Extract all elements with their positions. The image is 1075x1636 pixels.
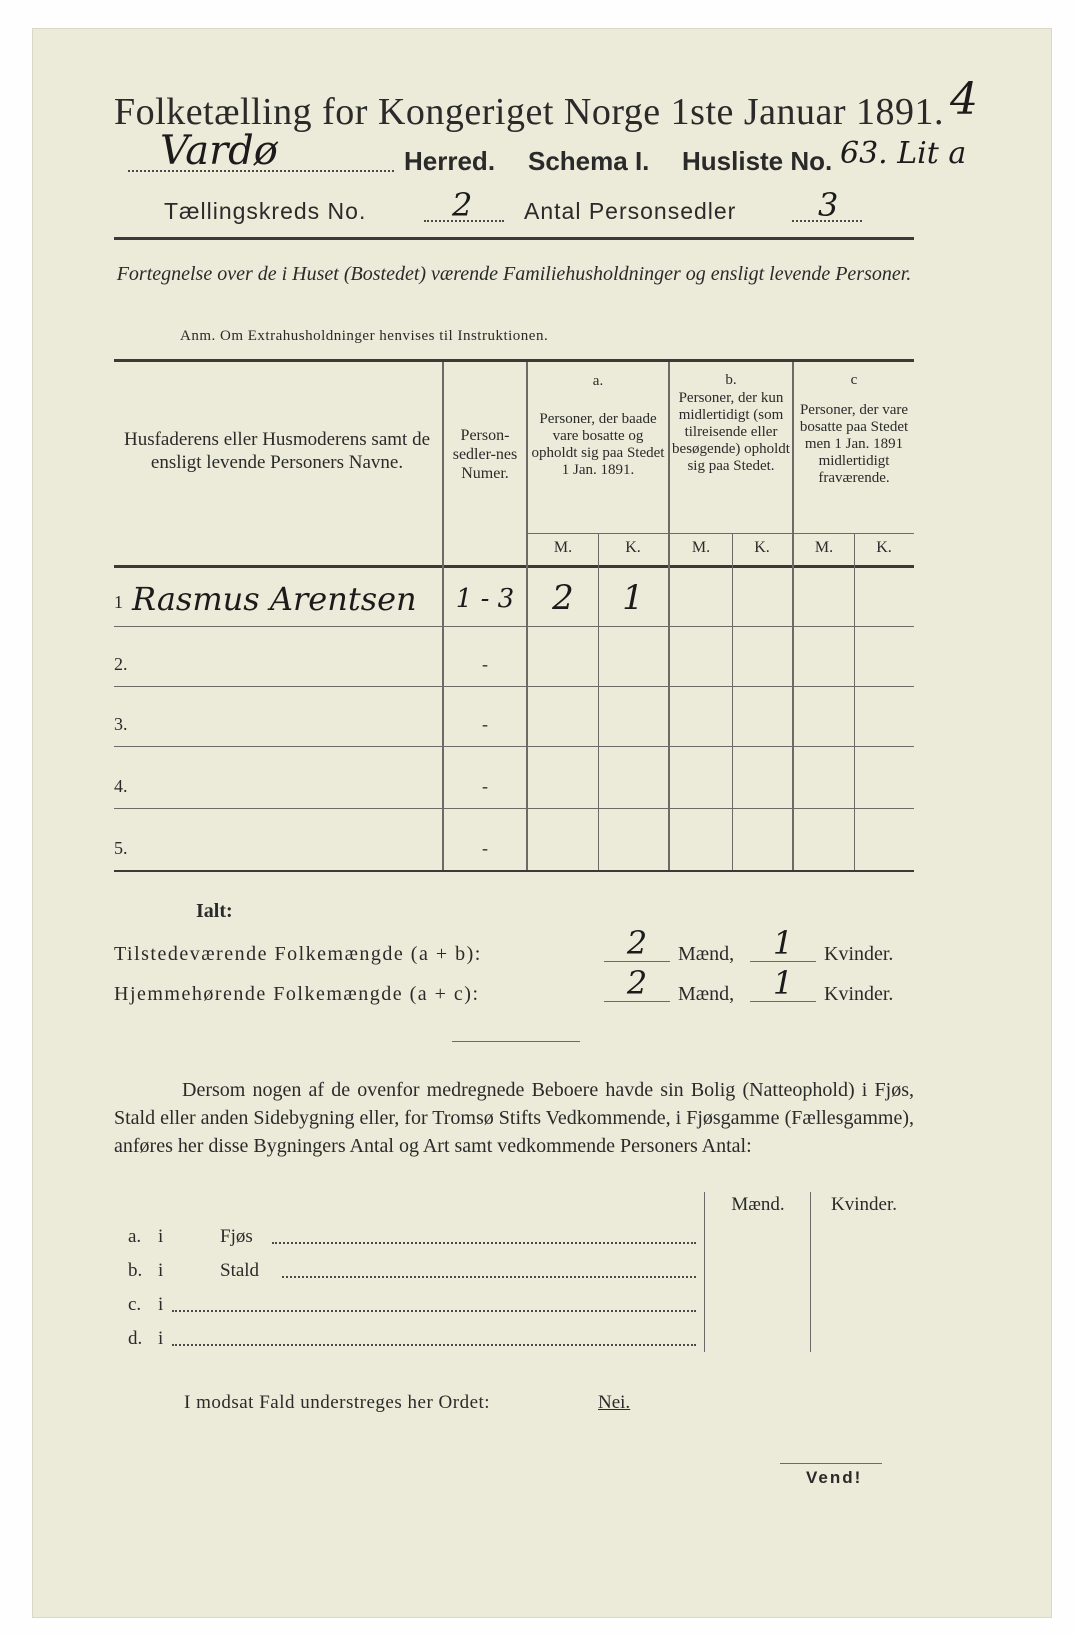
- header-c-text: Personer, der vare bosatte paa Stedet men 1 Jan. 1891 midlertidigt fraværende.: [799, 402, 909, 486]
- row-1-number: 1: [114, 592, 123, 612]
- row-2-number: 2.: [114, 654, 128, 674]
- row-5-numer: -: [482, 838, 488, 858]
- item-c-prep: i: [158, 1294, 164, 1315]
- row-2-line: [114, 686, 914, 687]
- tilstede-label: Tilstedeværende Folkemængde (a + b):: [114, 943, 482, 965]
- item-d-prep: i: [158, 1328, 164, 1349]
- item-c-letter: c.: [128, 1294, 142, 1315]
- buildings-col-divider-1: [704, 1192, 705, 1352]
- section-separator: [452, 1041, 580, 1042]
- tilstede-k-value: 1: [772, 924, 794, 962]
- row-1-a-k: 1: [622, 578, 644, 618]
- header-numer: Person-sedler-nes Numer.: [452, 427, 518, 482]
- row-5-number: 5.: [114, 838, 128, 858]
- row-4-number: 4.: [114, 776, 128, 796]
- nei-word: Nei.: [598, 1392, 631, 1413]
- header-names: Husfaderens eller Husmoderens samt de ensligt levende Personers Navne.: [123, 429, 430, 473]
- kreds-value: 2: [452, 186, 473, 224]
- hjemme-maend: Mænd,: [678, 983, 735, 1005]
- hjemme-label: Hjemmehørende Folkemængde (a + c):: [114, 983, 480, 1005]
- header-b-letter: b.: [725, 372, 737, 388]
- item-b-dots: [282, 1276, 696, 1278]
- kreds-label: Tællingskreds No.: [164, 198, 367, 224]
- nei-line: I modsat Fald understreges her Ordet:: [184, 1392, 491, 1413]
- census-form-sheet: [32, 28, 1052, 1618]
- item-a-name: Fjøs: [220, 1226, 253, 1247]
- b-k-label: K.: [754, 539, 770, 556]
- row-4-line: [114, 808, 914, 809]
- b-m-label: M.: [691, 539, 711, 556]
- item-b-name: Stald: [220, 1260, 260, 1281]
- buildings-paragraph: Dersom nogen af de ovenfor medregnede Beboere havde sin Bolig (Natteophold) i Fjøs, Stald eller anden Sidebygning eller, for Tromsø Stifts Vedkommende, i Fjøsgamme (Fællesgamme), anføres her disse Bygningers Antal og Art samt vedkommende Personers Antal:: [114, 1079, 914, 1157]
- buildings-kvinder-header: Kvinder.: [831, 1194, 897, 1215]
- header-c-letter: c: [850, 372, 858, 388]
- mk-header-rule: [526, 533, 914, 534]
- row-3-line: [114, 746, 914, 747]
- schema-label: Schema I.: [528, 146, 650, 176]
- buildings-maend-header: Mænd.: [731, 1194, 785, 1215]
- tilstede-maend: Mænd,: [678, 943, 735, 965]
- anm-note: Anm. Om Extrahusholdninger henvises til Instruktionen.: [180, 328, 549, 344]
- a-k-label: K.: [625, 539, 641, 556]
- item-b-letter: b.: [128, 1260, 143, 1281]
- tilstede-m-value: 2: [626, 924, 648, 962]
- row-3-number: 3.: [114, 714, 128, 734]
- antal-label: Antal Personsedler: [524, 198, 737, 224]
- c-mk-divider: [854, 533, 855, 870]
- a-m-label: M.: [553, 539, 573, 556]
- vend-label: Vend!: [806, 1468, 863, 1487]
- item-c-dots: [172, 1310, 696, 1312]
- row-3-numer: -: [482, 714, 488, 734]
- row-1-line: [114, 626, 914, 627]
- antal-value: 3: [818, 186, 839, 224]
- row-1-name: Rasmus Arentsen: [132, 580, 417, 618]
- header-b-text: Personer, der kun midlertidigt (som tilreisende eller besøgende) opholdt sig paa Stedet.: [672, 390, 790, 474]
- buildings-col-divider-2: [810, 1192, 811, 1352]
- header-rule: [114, 237, 914, 240]
- header-a-letter: a.: [592, 373, 604, 389]
- hjemme-k-value: 1: [772, 964, 794, 1002]
- item-a-letter: a.: [128, 1226, 142, 1247]
- intro-text: Fortegnelse over de i Huset (Bostedet) værende Familiehusholdninger og ensligt levende Personer.: [116, 263, 912, 285]
- herred-handwritten: Vardø: [160, 128, 278, 174]
- c-m-label: M.: [814, 539, 834, 556]
- table-header-rule: [114, 565, 914, 568]
- item-d-letter: d.: [128, 1328, 143, 1349]
- table-top-rule: [114, 359, 914, 362]
- corner-page-number: 4: [950, 74, 978, 125]
- item-a-dots: [272, 1242, 696, 1244]
- husliste-label: Husliste No.: [682, 146, 833, 176]
- table-bottom-rule: [114, 870, 914, 872]
- item-a-prep: i: [158, 1226, 164, 1247]
- row-4-numer: -: [482, 776, 488, 796]
- ialt-label: Ialt:: [196, 900, 233, 922]
- header-a-text: Personer, der baade vare bosatte og opholdt sig paa Stedet 1 Jan. 1891.: [531, 411, 665, 478]
- row-1-a-m: 2: [552, 578, 574, 618]
- item-d-dots: [172, 1344, 696, 1346]
- vend-rule: [780, 1463, 882, 1464]
- hjemme-kvinder: Kvinder.: [824, 983, 894, 1005]
- form-title: Folketælling for Kongeriget Norge 1ste Januar 1891.: [114, 91, 945, 133]
- tilstede-kvinder: Kvinder.: [824, 943, 894, 965]
- row-1-numer: 1 - 3: [455, 584, 515, 614]
- row-2-numer: -: [482, 654, 488, 674]
- hjemme-m-value: 2: [626, 964, 648, 1002]
- husliste-value: 63. Lit a: [840, 136, 967, 171]
- herred-label: Herred.: [404, 146, 496, 176]
- c-k-label: K.: [876, 539, 892, 556]
- b-mk-divider: [732, 533, 733, 870]
- item-b-prep: i: [158, 1260, 164, 1281]
